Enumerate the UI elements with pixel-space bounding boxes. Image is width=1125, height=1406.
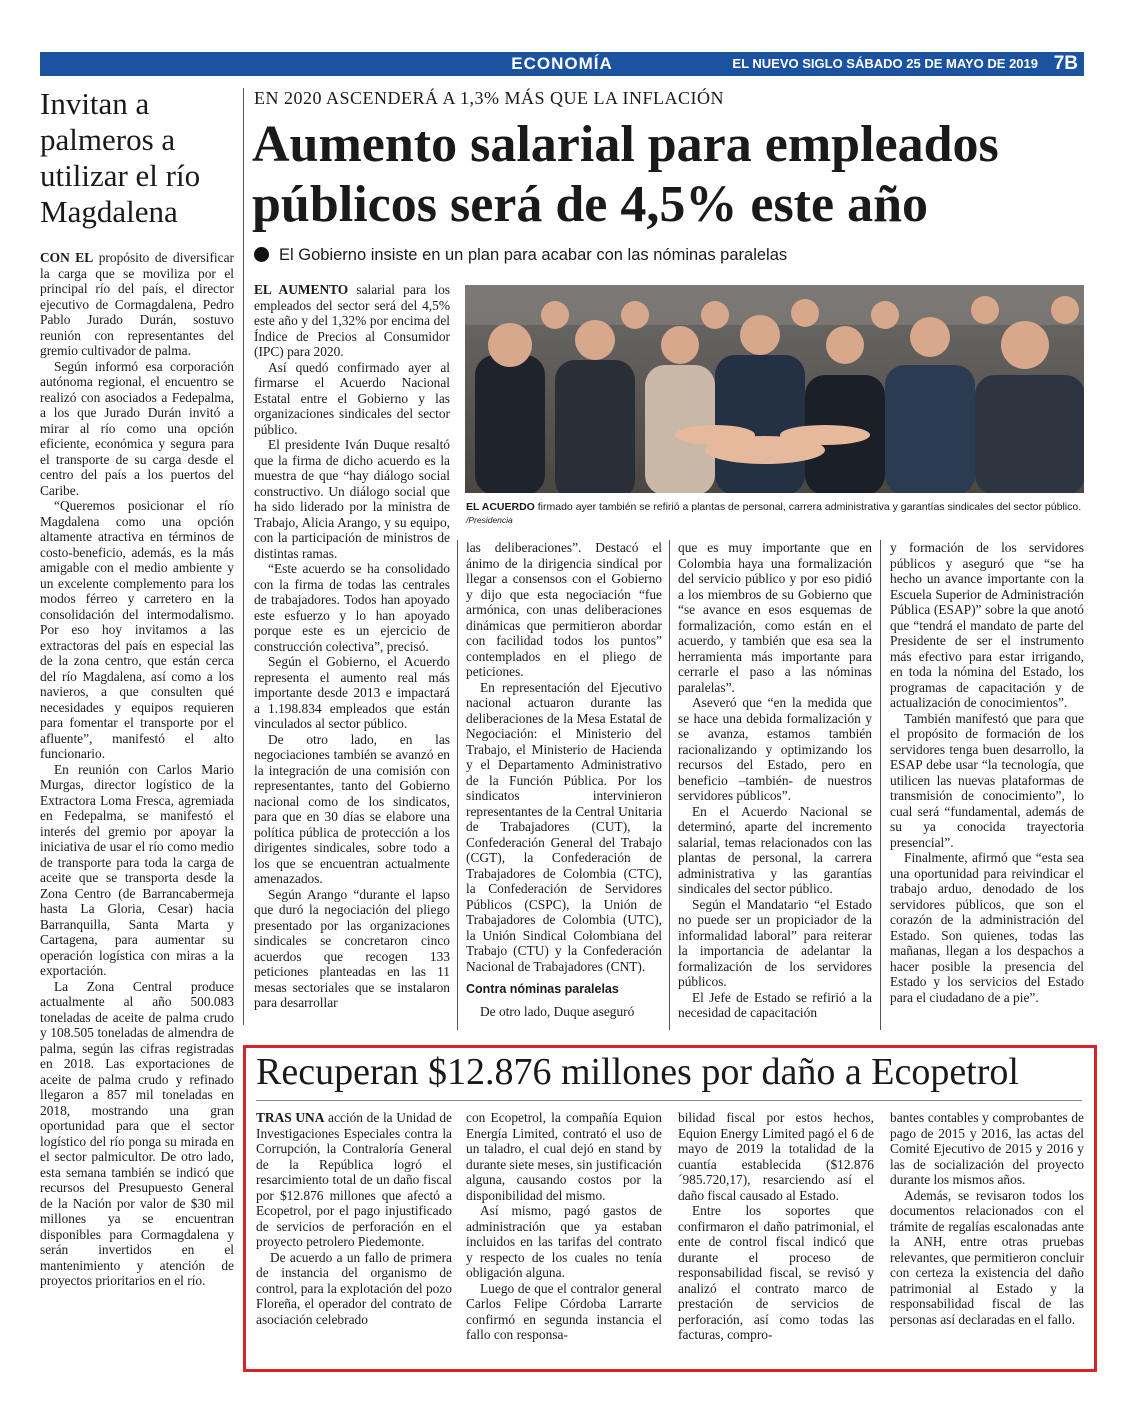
caption-lead: EL ACUERDO — [466, 501, 535, 513]
main-para: y formación de los servidores públicos y aseguró que “se ha hecho un avance importante con la Escuela Superior de Administración Pública (ESAP)” sobre la que anotó que “tendrá el mandato de parte del Presidente de ser el instrumento más efectivo para estar irrigando, en toda la nómina del Estado, los programas de capacitación y de actualización de conocimientos”. — [890, 540, 1084, 710]
left-story-body — [40, 250, 234, 1289]
box-para: TRAS UNA acción de la Unidad de Investigaciones Especiales contra la Corrupción, la Contraloría General de la República logró el resarcimiento total de un daño fiscal por $12.876 millones que afectó a Ecopetrol, por el pago injustificado de servicios de perforación en el proyecto petrolero Piedemonte. — [256, 1110, 452, 1249]
box-col-3 — [678, 1110, 874, 1343]
main-para: que es muy importante que en Colombia haya una formalización del servicio público y por eso pidió a los miembros de su Gobierno que “se avance en esos esquemas de formalización, como están en el acuerdo, y también que esa sea la herramienta más importante para cerrarle el paso a las nóminas paralelas”. — [678, 540, 872, 695]
main-para: El Jefe de Estado se refirió a la necesidad de capacitación — [678, 989, 872, 1020]
box-para: De acuerdo a un fallo de primera de instancia del organismo de control, para la explotación del pozo Floreña, el operador del contrato de asociación celebrado — [256, 1249, 452, 1327]
main-para: Según el Mandatario “el Estado no puede ser un propiciador de la informalidad laboral” para reiterar la importancia de adelantar la formalización de los servidores públicos. — [678, 896, 872, 989]
left-story-title: Invitan a palmeros a utilizar el río Magdalena — [40, 86, 201, 229]
left-para-3: “Queremos posicionar el río Magdalena como una opción altamente atractiva en términos de costo-beneficio, además, es la más amigable con el medio ambiente y un excelente complemento para los modos férreo y carretero en la consolidación del intermodalismo. Por eso hoy invitamos a las extractoras del país en especial las de la zona centro, que están cerca del río Magdalena, así como a los navieros, a que consulten qué necesidades y equipos requieren para fomentar el transporte por el afluente”, manifestó el alto funcionario. — [40, 498, 234, 761]
main-col-1 — [254, 282, 450, 1011]
column-divider — [669, 540, 670, 1030]
kicker: EN 2020 ASCENDERÁ A 1,3% MÁS QUE LA INFLACIÓN — [254, 88, 725, 108]
left-para-1: CON EL propósito de diversificar la carga que se moviliza por el principal río del país, el director ejecutivo de Cormagdalena, Pedro Pablo Jurado Durán, sostuvo reunión con representantes del gremio cultivador de palma. — [40, 250, 234, 358]
photo-caption: EL ACUERDO firmado ayer también se refirió a plantas de personal, carrera administrativa y garantías sindicales del sector público. /Presidencia — [466, 501, 1082, 525]
box-para: bilidad fiscal por estos hechos, Equion Energy Limited pagó el 6 de mayo de 2019 la totalidad de la cuantía establecida ($12.876´985.720,17), resarciendo así el daño fiscal causado al Estado. — [678, 1110, 874, 1203]
left-para-2: Según informó esa corporación autónoma regional, el encuentro se realizó con asociados a Fedepalma, a los que Jurado Durán invitó a mirar al río como una opción eficiente, económica y segura para el transporte de su carga desde el centro del país a los puertos del Caribe. — [40, 358, 234, 498]
bullet-dot-icon — [254, 247, 269, 262]
main-para: En el Acuerdo Nacional se determinó, aparte del incremento salarial, temas relacionados con las plantas de personal, la carrera administrativa y las garantías sindicales del sector público. — [678, 803, 872, 896]
box-para: Luego de que el contralor general Carlos Felipe Córdoba Larrarte confirmó en segunda instancia el fallo con responsa- — [466, 1280, 662, 1342]
box-col-2 — [466, 1110, 662, 1343]
section-title: ECONOMÍA — [511, 54, 613, 73]
main-col-4 — [890, 540, 1084, 1005]
box-lead: TRAS UNA — [256, 1110, 325, 1125]
box-para: bantes contables y comprobantes de pago de 2015 y 2016, las actas del Comité Ejecutivo de 2015 y 2016 y las de socialización del proyecto durante los mismos años. — [890, 1110, 1084, 1187]
box-para: Entre los soportes que confirmaron el daño patrimonial, el ente de control fiscal indicó que durante el proceso de responsabilidad fiscal, se revisó y analizó el contrato marco de prestación de servicios de perforación, así como todas las facturas, compro- — [678, 1203, 874, 1342]
main-para: EL AUMENTO salarial para los empleados del sector será del 4,5% este año y del 1,32% por encima del Índice de Precios al Consumidor (IPC) para 2020. — [254, 282, 450, 359]
column-divider — [457, 540, 458, 1030]
section-subhead: Contra nóminas paralelas — [466, 982, 619, 996]
section-header-band — [40, 52, 1084, 76]
left-para-4: En reunión con Carlos Mario Murgas, director logístico de la Extractora Loma Fresca, agremiada en Fedepalma, se manifestó el interés del gremio por apoyar la iniciativa de usar el río como medio de transporte para toda la carga de aceite que se transporta desde la Zona Centro (de Barrancabermeja hasta La Gloria, Cesar) hacia Barranquilla, Santa Marta y Cartagena, para aumentar su operación logística con miras a la exportación. — [40, 761, 234, 978]
column-divider — [243, 88, 244, 1025]
photo-credit: /Presidencia — [466, 515, 513, 525]
subheadline: El Gobierno insiste en un plan para acabar con las nóminas paralelas — [254, 246, 787, 265]
box-col-4 — [890, 1110, 1084, 1327]
main-col-3 — [678, 540, 872, 1021]
box-headline: Recuperan $12.876 millones por daño a Ecopetrol — [256, 1051, 1019, 1093]
group-handshake-image — [465, 285, 1084, 493]
box-divider — [256, 1100, 1082, 1101]
main-para: “Este acuerdo se ha consolidado con la firma de todas las centrales de trabajadores. Todos han apoyado este esfuerzo y lo han apoyado porque este es un ejercicio de construcción colectiva”, precisó. — [254, 561, 450, 654]
left-lead: CON EL — [40, 250, 94, 265]
column-divider — [880, 540, 881, 1030]
box-para: con Ecopetrol, la compañía Equion Energía Limited, contrató el uso de un taladro, el cual dejó en stand by durante siete meses, sin justificación alguna, causando costos por la disponibilidad del mismo. — [466, 1110, 662, 1203]
news-photo — [465, 285, 1084, 493]
main-para: Finalmente, afirmó que “esta sea una oportunidad para reivindicar el trabajo arduo, denodado de los servidores públicos, que son el corazón de la administración del Estado. Son quienes, todas las mañanas, llegan a los despachos a hacer posible la presencia del Estado y los servicios del Estado para el ciudadano de a pie”. — [890, 850, 1084, 1005]
main-para: las deliberaciones”. Destacó el ánimo de la dirigencia sindical por llegar a consensos con el Gobierno y dijo que esta negociación “fue armónica, con unas deliberaciones dinámicas que permitieron abordar con facilidad todos los puntos” contemplados en el pliego de peticiones. — [466, 540, 662, 679]
main-para: Así quedó confirmado ayer al firmarse el Acuerdo Nacional Estatal entre el Gobierno y las organizaciones sindicales del sector público. — [254, 359, 450, 437]
page-number: 7B — [1053, 53, 1078, 74]
main-para: Según Arango “durante el lapso que duró la negociación del pliego presentado por las organizaciones sindicales se concretaron cinco acuerdos que recogen 133 peticiones planteadas en las 11 mesas sectoriales que se instalaron para desarrollar — [254, 886, 450, 1010]
main-para: De otro lado, Duque aseguró — [480, 1003, 635, 1019]
left-para-5: La Zona Central produce actualmente al año 500.083 toneladas de aceite de palma crudo y 108.505 toneladas de almendra de palma, según las cifras registradas en 2018. Las exportaciones de aceite de palma crudo y refinado llegaron a 857 mil toneladas en 2018, mostrando una gran oportunidad para que el sector logístico del río ponga su mirada en el sector palmicultor. De otro lado, esta semana también se indicó que recursos del Presupuesto General de la Nación por valor de $30 mil millones ya se encuentran disponibles para Cormagdalena y serán invertidos en el mantenimiento y atención de proyectos prioritarios en el río. — [40, 978, 234, 1288]
headline: Aumento salarial para empleados públicos será de 4,5% este año — [252, 116, 999, 233]
box-para: Además, se revisaron todos los documentos relacionados con el trámite de regalías escalonadas ante la ANH, entre otras pruebas relevantes, que permitieron concluir con certeza la existencia del daño patrimonial al Estado y la responsabilidad fiscal de las personas así declaradas en el fallo. — [890, 1187, 1084, 1327]
box-col-1 — [256, 1110, 452, 1327]
main-col-2 — [466, 540, 662, 1019]
main-para: El presidente Iván Duque resaltó que la firma de dicho acuerdo es la muestra de que “hay diálogo social constructivo. Un diálogo social que ha sido liderado por la ministra de Trabajo, Alicia Arango, y su equipo, con la participación de ministros de distintas ramas. — [254, 437, 450, 561]
paper-date: EL NUEVO SIGLO SÁBADO 25 DE MAYO DE 2019 — [732, 56, 1038, 71]
main-para: Aseveró que “en la medida que se hace una debida formalización y se avanza, estamos también racionalizando y optimizando los recursos del Estado, pero en beneficio –también- de nuestros servidores públicos”. — [678, 695, 872, 803]
main-lead: EL AUMENTO — [254, 282, 349, 297]
main-para: De otro lado, en las negociaciones también se avanzó en la integración de una comisión con representantes, tanto del Gobierno nacional como de los sindicatos, para que en 30 días se elabore una política pública de protección a los dirigentes sindicales, sobre todo a los que se encuentran actualmente amenazados. — [254, 731, 450, 886]
main-para: En representación del Ejecutivo nacional actuaron durante las deliberaciones de la Mesa Estatal de Negociación: el Ministerio del Trabajo, el Ministerio de Hacienda y el Departamento Administrativo de la Función Pública. Por los sindicatos intervinieron representantes de la Central Unitaria de Trabajadores (CUT), la Confederación General del Trabajo (CGT), la Confederación de Trabajadores de Colombia (CTC), la Confederación de Servidores Públicos (CSPC), la Unión de Trabajadores de Colombia (UTC), la Unión Sindical Colombiana del Trabajo (CTU) y la Confederación Nacional de Trabajadores (CNT). — [466, 679, 662, 974]
box-para: Así mismo, pagó gastos de administración que ya estaban incluidos en las tarifas del contrato y respecto de los cuales no tenía obligación alguna. — [466, 1203, 662, 1280]
main-para: También manifestó que para que el propósito de formación de los servidores tenga buen desarrollo, la ESAP debe usar “la tecnología, que utilicen las nuevas plataformas de transmisión de conocimiento”, lo cual será “fundamental, además de su ya conocida trayectoria presencial”. — [890, 710, 1084, 850]
main-para: Según el Gobierno, el Acuerdo representa el aumento real más importante desde 2013 e impactará a 1.198.834 empleados que están vinculados al sector público. — [254, 654, 450, 731]
